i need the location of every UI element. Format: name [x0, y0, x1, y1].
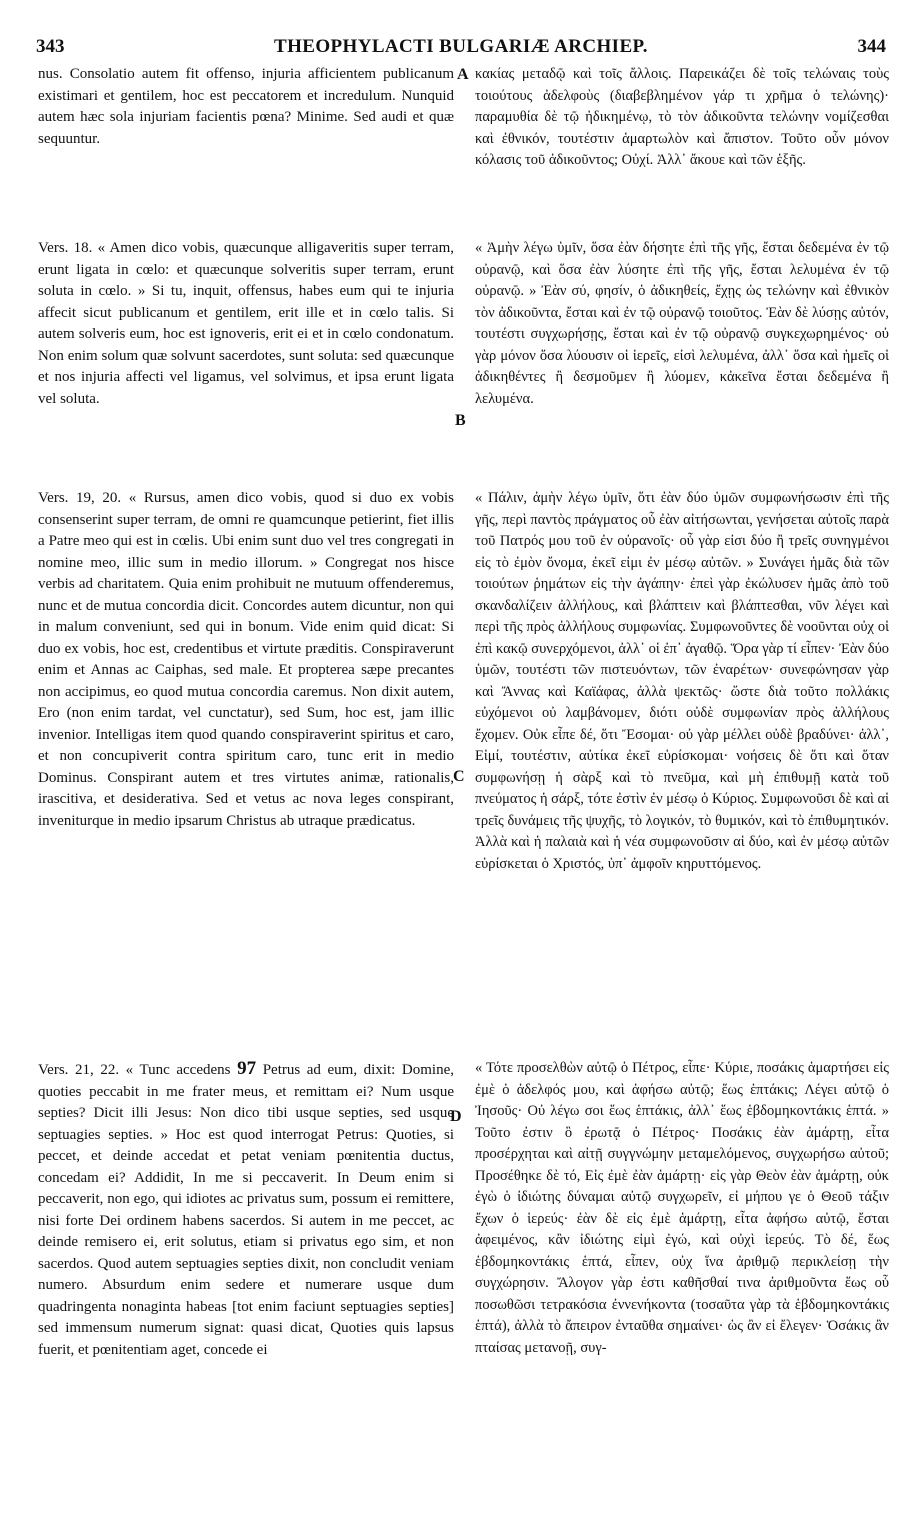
column-number: 97 — [237, 1058, 257, 1079]
latin-paragraph-1 — [38, 64, 454, 194]
latin-text: Vers. 18. « Amen dico vobis, quæcunque alligaveritis super terram, erunt ligata in cœlo: et quæcunque solveritis super terram, erunt soluta in cœlo. » Si tu, inquit, offensus, habes eum qui te injuria affecit sicut publicanum et gentilem, erit ille et in cœlo talis. Si autem solveris eum, hoc est ignoveris, erit ei et in cœlo condonatum. Non enim solum quæ solvunt sacerdotes, sunt soluta: sed quæcunque et nos injuria affecti vel ligamus, vel solvimus, et ipsa erunt ligata vel soluta. — [38, 240, 454, 407]
page-number-right: 344 — [857, 36, 886, 57]
margin-marker-a: A — [457, 66, 469, 83]
margin-marker-b: B — [455, 412, 466, 429]
greek-paragraph-2 — [475, 238, 889, 478]
margin-marker-d: D — [450, 1108, 462, 1125]
latin-text — [38, 1058, 454, 1361]
greek-paragraph-3 — [475, 488, 889, 1038]
running-header — [36, 36, 886, 62]
latin-text: Vers. 19, 20. « Rursus, amen dico vobis, quod si duo ex vobis consenserint super terram, de omni re quamcunque petierint, fiet illis a Patre meo qui est in cœlis. Ubi enim sunt duo vel tres congregati in nomine meo, illic sum in medio illorum. » Congregat nos hisce verbis ad charitatem. Quia enim prohibuit ne mutuum offenderemus, nunc et de mutua concordia dicit. Concordes autem dicuntur, non qui in malum conveniunt, sed qui in bonum. Vide enim quid dicat: Si duo ex vobis, hoc est, credentibus et virtute præditis. Conspiraverunt enim et Annas ac Caiphas, sed male. Et propterea sæpe precantes non accipimus, eo quod mutua concordia caremus. Non dixit autem, Ero (non enim tardat, vel cunctatur), sed Sum, hoc est, jam illic invenior. Intelligas item quod quando conspiraverint spiritus et caro, et non concupiverit contra spiritum caro, tunc erit in medio Dominus. Conspirant autem et tres virtutes animæ, rationalis, irascitiva, et desiderativa. Sed et vetus ac nova leges conspirant, inveniturque in medio ipsarum Christus ab utraque prædicatus. — [38, 490, 454, 829]
greek-text: κακίας μεταδῷ καὶ τοῖς ἄλλοις. Παρεικάζει δὲ τοῖς τελώναις τοὺς τοιούτους ἀδελφοὺς (διαβεβλημένον γάρ τι χρῆμα ὁ τελώνης)· παραμυθία δὲ τῷ ἠδικημένῳ, τὸ τὸν ἀδικοῦντα τελώνην νομίζεσθαι καὶ ἐθνικόν, τουτέστιν ἁμαρτωλὸν καὶ ἄπιστον. Τοῦτο οὖν μόνον κόλασις τοῦ ἀδικοῦντος; Οὐχί. Ἀλλ᾽ ἄκουε καὶ τῶν ἑξῆς. — [475, 66, 889, 168]
latin-paragraph-2 — [38, 238, 454, 478]
margin-marker-c: C — [453, 768, 465, 785]
greek-text: « Τότε προσελθὼν αὐτῷ ὁ Πέτρος, εἶπε· Κύριε, ποσάκις ἁμαρτήσει εἰς ἐμὲ ὁ ἀδελφός μου, καὶ ἀφήσω αὐτῷ; ἕως ἑπτάκις; Λέγει αὐτῷ ὁ Ἰησοῦς· Οὐ λέγω σοι ἕως ἑπτάκις, ἀλλ᾽ ἕως ἑβδομηκοντάκις ἑπτά. » Τοῦτο ἐστιν ὃ ἐρωτᾷ ὁ Πέτρος· Ποσάκις ἐὰν ἁμάρτῃ, εἶτα προσέρχηται καὶ αἰτῇ συγγνώμην μεταμελόμενος, συγχωρήσω αὐτοῦ; Προσέθηκε δὲ τό, Εἰς ἐμὲ ἐὰν ἁμάρτῃ· εἰς γὰρ Θεὸν ἐὰν ἁμάρτῃ, οὐκ ἐγὼ ὁ ἰδιώτης δύναμαι αὐτῷ συγχωρεῖν, εἰ μήπου γε ὁ Θεοῦ τάξιν ἔχων ὁ ἱερεύς· ἐὰν δὲ εἰς ἐμὲ ἁμάρτῃ, εἶτα ἀφήσω αὐτῷ, ἔσται ἀφειμένος, κἂν ἰδιώτης εἰμὶ ἐγώ, καὶ οὐχὶ ἱερεύς. Τὸ δέ, ἕως ἑβδομηκοντάκις ἑπτά, εἶπεν, οὐχ ἵνα ἀριθμῷ περικλείσῃ τὴν συγχώρησιν. Ἄλογον γὰρ ἐστι καθῆσθαί τινα ἀριθμοῦντα ἕως οὗ ποσωθῶσι τετρακόσια ἐννενήκοντα (τοσαῦτα γὰρ τὰ ἑβδομηκοντάκις ἑπτά), ἀλλὰ τὸ ἄπειρον ἐνταῦθα σημαίνει· ὡς ἂν εἰ ἔλεγεν· Ὁσάκις ἂν πταίσας μετανοῇ, συγ- — [475, 1060, 889, 1356]
running-title: THEOPHYLACTI BULGARIÆ ARCHIEP. — [274, 36, 648, 57]
latin-verse-label: Vers. 21, 22. « Tunc accedens — [38, 1062, 231, 1078]
page-number-left: 343 — [36, 36, 65, 57]
greek-paragraph-4 — [475, 1058, 889, 1528]
greek-text: « Πάλιν, ἀμὴν λέγω ὑμῖν, ὅτι ἐὰν δύο ὑμῶν συμφωνήσωσιν ἐπὶ τῆς γῆς, περὶ παντὸς πράγματος οὗ ἐὰν αἰτήσωνται, γενήσεται αὐτοῖς παρὰ τοῦ Πατρός μου τοῦ ἐν οὐρανοῖς· οὗ γὰρ εἰσι δύο ἢ τρεῖς συνηγμένοι εἰς τὸ ἐμὸν ὄνομα, ἐκεῖ εἰμι ἐν μέσῳ αὐτῶν. » Συνάγει ἡμᾶς διὰ τῶν τοιούτων ῥημάτων εἰς τὴν ἀγάπην· ἐπεὶ γὰρ ἐκώλυσεν ἡμᾶς ἀπὸ τοῦ σκανδαλίζειν ἀλλήλους, καὶ βλάπτειν καὶ βλάπτεσθαι, νῦν λέγει καὶ περὶ τῆς πρὸς ἀλλήλους συμφωνίας. Συμφωνοῦντες δὲ νοοῦνται οὐχ οἱ ἐπὶ κακῷ συνερχόμενοι, ἀλλ᾽ οἱ ἐπ᾽ ἀγαθῷ. Ὅρα γὰρ τί εἶπεν· Ἐὰν δύο ὑμῶν, τουτέστι τῶν πιστευόντων, τῶν ἐναρέτων· συνεφώνησαν γὰρ καὶ Ἄννας καὶ Καϊάφας, ἀλλὰ ψεκτῶς· ὥστε διὰ τοῦτο πολλάκις εὐχόμενοι οὐ λαμβάνομεν, διότι οὐδὲ συμφωνίαν πρὸς ἀλλήλους ἔχομεν. Οὐκ εἶπε δέ, ὅτι Ἔσομαι· οὐ γὰρ μέλλει οὐδὲ βραδύνει· ἀλλ᾽, Εἰμί, τουτέστιν, αὐτίκα ἐκεῖ εὑρίσκομαι· νοήσεις δὲ ὅτι καὶ ὅταν συμφωνήσῃ ἡ σὰρξ καὶ τὸ πνεῦμα, καὶ μὴ ἐπιθυμῇ κατὰ τοῦ πνεύματος ἡ σάρξ, τότε ἐστὶν ἐν μέσῳ ὁ Κύριος. Συμφωνοῦσι δὲ καὶ αἱ τρεῖς δυνάμεις τῆς ψυχῆς, τὸ λογικόν, τὸ θυμικόν, καὶ τὸ ἐπιθυμητικόν. Ἀλλὰ καὶ ἡ παλαιὰ καὶ ἡ νέα συμφωνοῦσιν αἱ δύο, καὶ ἐν μέσῳ αὐτῶν εὑρίσκεται ὁ Χριστός, ὑπ᾽ ἀμφοῖν κηρυττόμενος. — [475, 490, 889, 872]
latin-paragraph-3 — [38, 488, 454, 1018]
greek-text: « Ἀμὴν λέγω ὑμῖν, ὅσα ἐὰν δήσητε ἐπὶ τῆς γῆς, ἔσται δεδεμένα ἐν τῷ οὐρανῷ, καὶ ὅσα ἐὰν λύσητε ἐπὶ τῆς γῆς, ἔσται λελυμένα ἐν τῷ οὐρανῷ. » Ἐὰν σύ, φησίν, ὁ ἀδικηθείς, ἔχῃς ὡς τελώνην καὶ ἐθνικὸν τὸν ἀδικοῦντα, ἔσται καὶ ἐν τῷ οὐρανῷ τοιοῦτος. Ἐὰν δὲ λύσῃς αὐτόν, τουτέστι συγχωρήσῃς, ἔσται καὶ ἐν τῷ οὐρανῷ συγκεχωρημένος· οὐ γὰρ μόνον ὅσα λύουσιν οἱ ἱερεῖς, εἰσὶ λελυμένα, ἀλλ᾽ ὅσα καὶ ἡμεῖς οἱ ἀδικηθέντες ἢ δεσμοῦμεν ἢ λύομεν, κἀκεῖνα ἔσται δεδεμένα ἢ λελυμένα. — [475, 240, 889, 407]
latin-verse-text: Petrus ad eum, dixit: Domine, quoties peccabit in me frater meus, et remittam ei? Num usque septies? Dicit illi Jesus: Non dico tibi usque septies, sed usque septuagies septies. » Hoc est quod interrogat Petrus: Quoties, si peccet, et deinde accedat et petat veniam pœnitentia ductus, concedam ei? Addidit, In me si peccaverit. In Deum enim si peccaverit, non ego, qui idiotes ac privatus sum, possum ei remittere, nisi forte Dei ordinem habens sacerdos. Si autem in me peccet, ac deinde remiserо ei, erit solutus, etiam si privatus ego sim, et non sacerdos. Quod autem septuagies septies dixit, non concludit veniam numero. Absurdum enim sedere et numerare usque dum quadringenta nonaginta habeas [tot enim faciunt septuagies septies] sed immensum numerum signat: quasi dicat, Quoties quis lapsus fuerit, et pœnitentiam aget, concede ei — [38, 1062, 455, 1358]
latin-paragraph-4 — [38, 1058, 454, 1518]
greek-paragraph-1 — [475, 64, 889, 234]
latin-text: nus. Consolatio autem fit offenso, injuria afficientem publicanum existimari et gentilem, hoc est peccatorem et incredulum. Nunquid autem hæc sola injuriam facientis pœna? Minime. Sed audi et quæ sequuntur. — [38, 66, 454, 147]
